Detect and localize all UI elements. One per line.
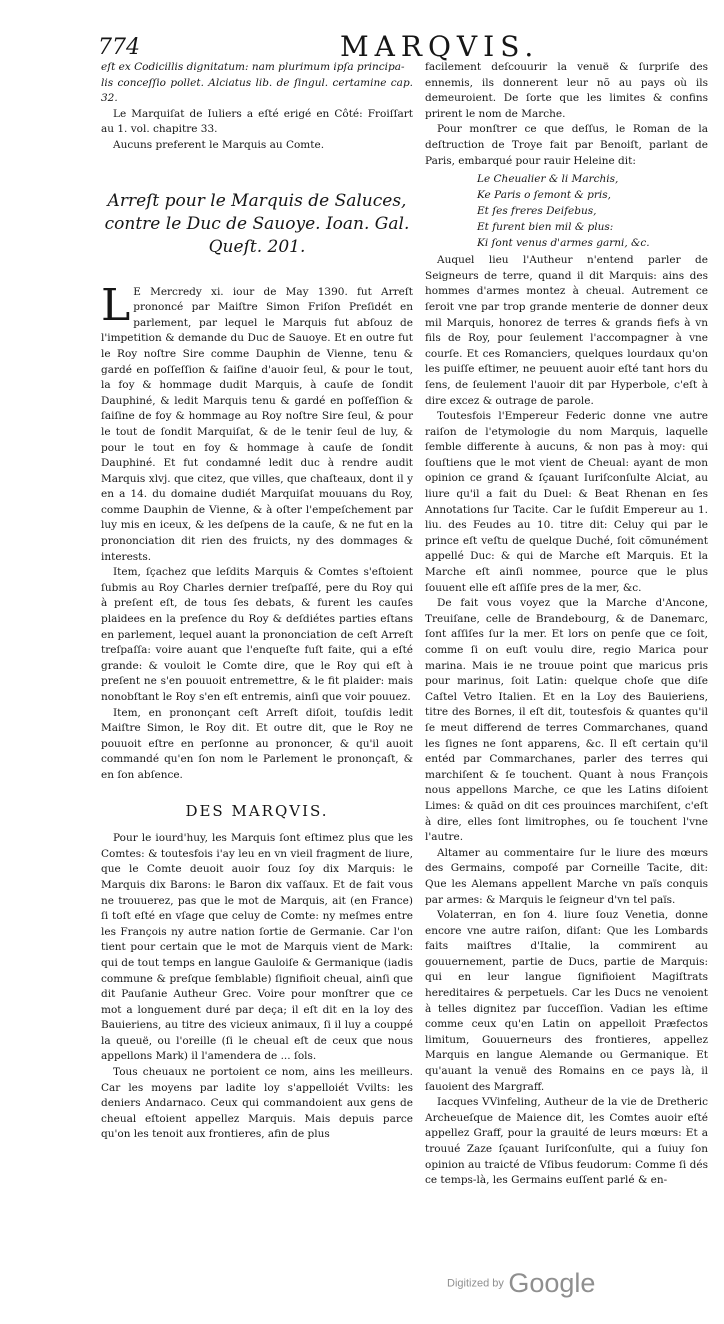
paragraph: Auquel lieu l'Autheur n'entend parler de Seigneurs de terre, quand il dit Marquis: ains des hommes d'armes montez à cheual. Autrement ce ſeroit vne par trop grande menterie de donner deux mil Marquis, honorez de terres & grands fiefs à vn fils de Roy, pour ſeulement l'accompagner à vne courſe. Et ces Romanciers, quelques lourdaux qu'on les puiſſe eſtimer, ne peuuent auoir eſté tant hors du ſens, de ſeulement l'auoir dit par Hyperbole, c'eſt à dire excez & outrage de parole. bbox=[425, 254, 708, 407]
paragraph: De fait vous voyez que la Marche d'Ancone, Treuiſane, celle de Brandebourg, & de Danemarc, ſont aſſiſes ſur la mer. Et lors on penſe que ce ſoit, comme ſi on euſt voulu dire, regio Marica pour marina. Mais ie ne trouue point que maricus pris pour marinus, ſoit Latin: quelque choſe que diſe Caſtel Vetro Italien. Et en la Loy des Bauieriens, titre des Bornes, il eſt dit, toutesfois & quantes qu'il ſe meut differend de terres Commarchanes, quand les ſignes ne ſont apparens, &c. Il eſt certain qu'il entéd par Commarchanes, parler des terres qui marchiſent & ſe touchent. Quant à nous François nous appellons Marche, ce que les Latins diſoient Limes: & quãd on dit ces prouinces marchiſent, c'eſt à dire, elles ſont limitrophes, ou ſe touchent l'vne l'autre. bbox=[425, 597, 708, 844]
verse-line: Ke Paris o ſemont & pris, bbox=[477, 189, 611, 202]
verse-line: Et furent bien mil & plus: bbox=[477, 221, 614, 234]
page-number: 774 bbox=[98, 35, 140, 60]
digitized-label: Digitized by bbox=[447, 1277, 504, 1290]
verse-line: Ki ſont venus d'armes garni, &c. bbox=[477, 237, 650, 250]
paragraph: Altamer au commentaire ſur le liure des mœurs des Germains, compoſé par Corneille Tacite, dit: Que les Alemans appellent Marche vn païs conquis par armes: & Marquis le ſeigneur d'vn tel païs. bbox=[425, 846, 708, 906]
verse-line: Et ſes freres Deifebus, bbox=[477, 205, 597, 218]
arrest-paragraph-text: E Mercredy xi. iour de May 1390. fut Arreſt prononcé par Maiſtre Simon Friſon Preſidét en parlement, par lequel le Marquis fut abſouz de l'impetition & demande du Duc de Sauoye. Et en outre fut le Roy noſtre Sire comme Dauphin de Vienne, tenu & gardé en poſſeſſion & ſaiſine d'auoir ſeul, & pour le tout, la foy & hommage dudit Marquis, à cauſe de ſondit Dauphiné, & ledit Marquis tenu & gardé en poſſeſſion & ſaiſine de foy & hommage au Roy noſtre Sire ſeul, & pour le tout de ſondit Marquiſat, & de le tenir ſeul de luy, & pour le tout en foy & hommage à cauſe de ſondit Dauphiné. Et fut condamné ledit duc à rendre audit Marquis xlvj. que citez, que villes, que chaſteaux, dont il y en a 14. du domaine dudiét Marquiſat mouuans du Roy, comme Dauphin de Vienne, & à oſter l'empeſchement par luy mis en iceux, & les deſpens de la cauſe, & ne fut en la prononciation dit rien des fruicts, ny des dommages & interests. bbox=[101, 285, 413, 563]
paragraph: facilement deſcouurir la venuë & ſurpriſe des ennemis, ils donnerent leur nõ au pays où ils demeuroient. De ſorte que les limites & confins prirent le nom de Marche. bbox=[425, 61, 708, 120]
left-column bbox=[101, 60, 413, 1143]
drop-cap: L bbox=[101, 279, 131, 331]
paragraph: Item, ſçachez que leſdits Marquis & Comtes s'eſtoient ſubmis au Roy Charles dernier treſpaſſé, pere du Roy qui à preſent eſt, de tous ſes debats, & furent les cauſes plaidees en la preſence du Roy & deſdiétes parties eſtans en parlement, lequel auant la prononciation de ceſt Arreſt treſpaſſa: voire auant que l'enqueſte fuſt faite, qui a eſté grande: & vouloit le Comte dire, que le Roy qui eſt à preſent ne s'en pouuoit entremettre, & le fit plaider: mais nonobſtant le Roy s'en eſt entremis, ainſi que voir pouuez. bbox=[101, 566, 413, 703]
paragraph: Item, en prononçant ceſt Arreſt diſoit, touſdis ledit Maiſtre Simon, le Roy dit. Et outre dit, que le Roy ne pouuoit eſtre en perſonne au prononcer, & qu'il auoit commandé qu'en ſon nom le Parlement le prononçaſt, & en ſon abſence. bbox=[101, 706, 413, 781]
google-logo: Google bbox=[508, 1268, 596, 1298]
arrest-heading: Arreſt pour le Marquis de Saluces, contre le Duc de Sauoye. Ioan. Gal. Queſt. 201. bbox=[104, 190, 410, 257]
paragraph: Iacques VVinfeling, Autheur de la vie de Dretheric Archeueſque de Maience dit, les Comtes auoir eſté appellez Graff, pour la grauité de leurs mœurs: Et a trouué Zaze ſçauant Iuriſconſulte, qui a ſuiuy ſon opinion au traicté de Vſibus feudorum: Comme ſi dés ce temps-là, les Germains euſſent parlé & en- bbox=[425, 1096, 708, 1187]
latin-citation-line: eſt ex Codicillis dignitatum: nam plurimum ipſa principa- bbox=[101, 61, 405, 73]
paragraph: Pour le iourd'huy, les Marquis ſont eſtimez plus que les Comtes: & toutesfois i'ay leu en vn vieil fragment de liure, que le Comte deuoit auoir ſouz ſoy dix Marquis: le Marquis dix Barons: le Baron dix vaſſaux. Et de fait vous ne trouuerez, pas que le mot de Marquis, ait (en France) ſi toſt eſté en vſage que celuy de Comte: ny meſmes entre les François ny autre nation ſortie de Germanie. Car l'on tient pour certain que le mot de Marquis vient de Mark: qui de tout temps en langue Gauloiſe & Germanique (iadis commune & preſque ſemblable) ſignifioit cheual, ainſi que dit Pauſanie Autheur Grec. Voire pour monſtrer que ce mot a longuement duré par deça; il eſt dit en la loy des Bauieriens, au titre des vicieux animaux, ſi il luy a couppé la queuë, ou l'oreille (ſi le cheual eſt de ceux que nous appellons Mark) il l'amendera de ... ſols. bbox=[101, 832, 413, 1063]
section-heading: DES MARQVIS. bbox=[185, 801, 329, 820]
paragraph: Le Marquiſat de Iuliers a eſté erigé en Côté: Froiſſart au 1. vol. chapitre 33. bbox=[101, 107, 413, 136]
verse-line: Le Cheualier & li Marchis, bbox=[477, 173, 619, 186]
arrest-paragraph bbox=[101, 279, 413, 566]
verse-quote bbox=[477, 171, 708, 251]
paragraph: Pour monſtrer ce que deſſus, le Roman de la deſtruction de Troye fait par Benoiſt, parlant de Paris, embarqué pour rauir Heleine dit: bbox=[425, 123, 708, 167]
paragraph: Toutesfois l'Empereur Federic donne vne autre raiſon de l'etymologie du nom Marquis, laquelle ſemble differente à aucuns, & non pas à moy: qui ſouſtiens que le mot vient de Cheual: ayant de mon opinion ce grand & ſçauant Iuriſconſulte Alciat, au liure qu'il a fait du Duel: & Beat Rhenan en ſes Annotations ſur Tacite. Car le ſuſdit Empereur au 1. liu. des Feudes au 10. titre dit: Celuy qui par le prince eſt veſtu de quelque Duché, ſoit cõmunément appellé Duc: & qui de Marche eſt Marquis. Et la Marche eſt ainſi nommee, pource que le plus ſouuent elle eſt aſſiſe pres de la mer, &c. bbox=[425, 410, 708, 594]
right-column bbox=[425, 60, 708, 1189]
digitized-by-google-watermark bbox=[447, 1268, 595, 1299]
latin-citation-line: lis conceſſio pollet. Alciatus lib. de ſingul. certamine cap. 32. bbox=[101, 76, 413, 105]
paragraph: Aucuns preferent le Marquis au Comte. bbox=[113, 138, 325, 151]
running-head: MARQVIS. bbox=[340, 30, 540, 63]
paragraph: Volaterran, en ſon 4. liure ſouz Venetia, donne encore vne autre raiſon, diſant: Que les Lombards faits maiſtres d'Italie, la commirent au gouuernement, partie de Ducs, partie de Marquis: qui en leur langue ſignifioient Magiſtrats hereditaires & perpetuels. Car les Ducs ne venoient à telles dignitez par ſucceſſion. Vadian les eſtime comme ceux qu'en Latin on appelloit Præfectos limitum, Gouuerneurs des frontieres, appellez Marquis en langue Alemande ou Germanique. Et qu'auant la venuë des Romains en ce pays là, il ſauoient des Margraff. bbox=[425, 909, 708, 1093]
paragraph: Tous cheuaux ne portoient ce nom, ains les meilleurs. Car les moyens par ladite loy s'appelloiét Vvilts: les deniers Andarnaco. Ceux qui commandoient aux gens de cheual eſtoient appellez Marquis. Mais depuis parce qu'on les tenoit aux frontieres, afin de plus bbox=[101, 1066, 413, 1141]
